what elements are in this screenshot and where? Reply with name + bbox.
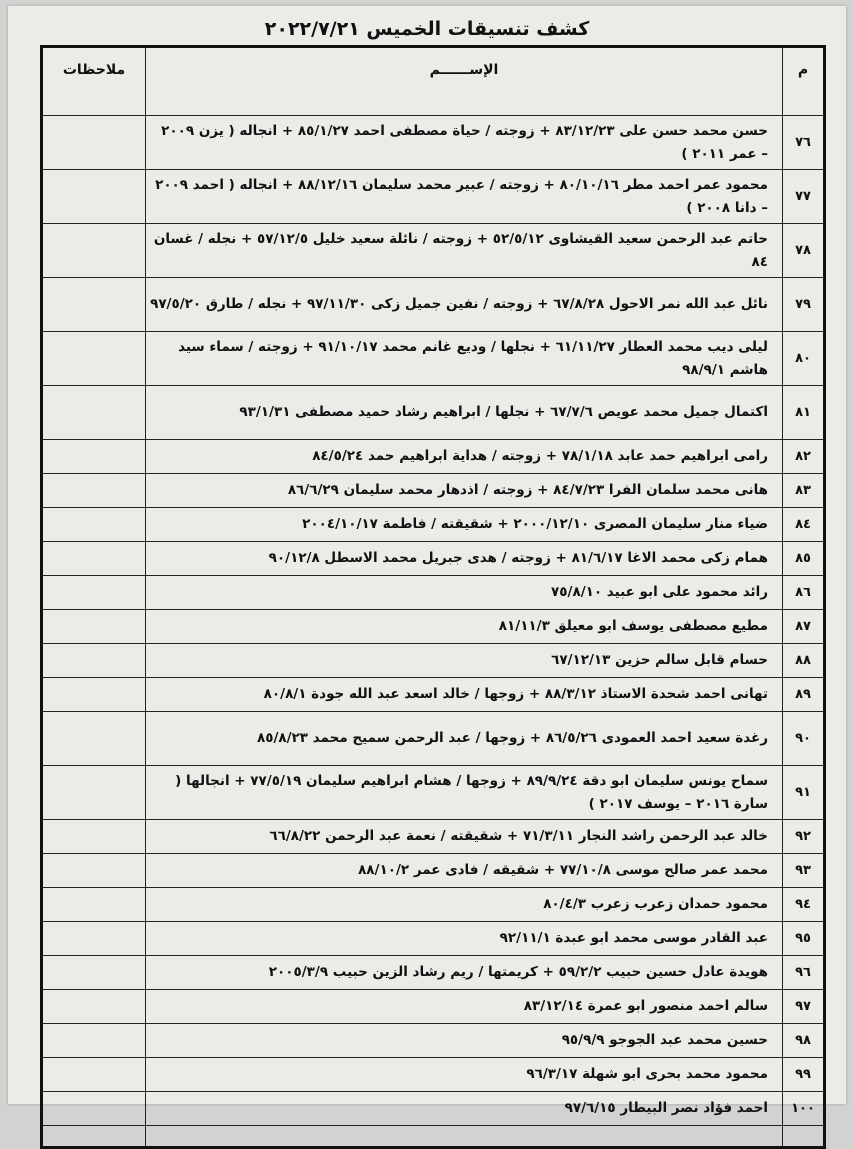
row-name: نائل عبد الله نمر الاحول ٦٧/٨/٢٨ + زوجته / نفين جميل زكى ٩٧/١١/٣٠ + نجله / طارق ٩٧/٥/٢٠ [146,278,783,332]
row-notes [42,116,146,170]
row-name: حسام قابل سالم حزين ٦٧/١٢/١٣ [146,644,783,678]
row-notes [42,956,146,990]
row-number: ٩٠ [783,712,825,766]
row-notes [42,678,146,712]
table-row [42,1092,825,1126]
table-row-empty [42,1126,825,1148]
row-name: رغدة سعيد احمد العمودى ٨٦/٥/٢٦ + زوجها / عبد الرحمن سميح محمد ٨٥/٨/٢٣ [146,712,783,766]
row-notes [42,542,146,576]
row-name: حسين محمد عبد الجوجو ٩٥/٩/٩ [146,1024,783,1058]
row-name: حسن محمد حسن على ٨٣/١٢/٢٣ + زوجته / حياة مصطفى احمد ٨٥/١/٢٧ + انجاله ( يزن ٢٠٠٩ – عمر ٢٠١١ ) [146,116,783,170]
row-name: رامى ابراهيم حمد عابد ٧٨/١/١٨ + زوجته / هداية ابراهيم حمد ٨٤/٥/٢٤ [146,440,783,474]
header-notes: ملاحظات [42,47,146,116]
row-number: ٨١ [783,386,825,440]
row-notes [42,332,146,386]
table-header-row [42,47,825,116]
row-number: ٨٥ [783,542,825,576]
row-name: مطيع مصطفى يوسف ابو معيلق ٨١/١١/٣ [146,610,783,644]
row-number: ٨٦ [783,576,825,610]
table-row [42,116,825,170]
row-number: ٩٩ [783,1058,825,1092]
row-notes [42,712,146,766]
row-number: ٩١ [783,766,825,820]
row-number: ٨٢ [783,440,825,474]
row-number: ٩٦ [783,956,825,990]
row-notes [42,854,146,888]
row-notes [42,990,146,1024]
row-number: ٧٦ [783,116,825,170]
table-row [42,990,825,1024]
row-number: ٩٣ [783,854,825,888]
table-row [42,386,825,440]
table-row [42,610,825,644]
row-name: محمود محمد بحرى ابو شهلة ٩٦/٣/١٧ [146,1058,783,1092]
row-notes [42,386,146,440]
row-number: ١٠٠ [783,1092,825,1126]
table-row [42,854,825,888]
row-number: ٩٤ [783,888,825,922]
row-notes [42,508,146,542]
header-name: الإســــــم [146,47,783,116]
table-row [42,576,825,610]
table-row [42,712,825,766]
table-row [42,278,825,332]
table-row [42,956,825,990]
empty-cell [42,1126,146,1148]
table-row [42,1024,825,1058]
table-row [42,888,825,922]
table-row [42,644,825,678]
row-notes [42,1058,146,1092]
table-row [42,820,825,854]
row-notes [42,644,146,678]
table-row [42,766,825,820]
table-row [42,332,825,386]
empty-cell [146,1126,783,1148]
row-name: سالم احمد منصور ابو عمرة ٨٣/١٢/١٤ [146,990,783,1024]
row-name: محمد عمر صالح موسى ٧٧/١٠/٨ + شقيقه / فادى عمر ٨٨/١٠/٢ [146,854,783,888]
row-notes [42,888,146,922]
table-row [42,508,825,542]
coordination-table [40,45,826,1149]
row-number: ٩٧ [783,990,825,1024]
table-row [42,474,825,508]
row-name: عبد القادر موسى محمد ابو عبدة ٩٢/١١/١ [146,922,783,956]
row-notes [42,440,146,474]
row-notes [42,1024,146,1058]
row-number: ٨٠ [783,332,825,386]
row-name: رائد محمود على ابو عبيد ٧٥/٨/١٠ [146,576,783,610]
page-title: كشف تنسيقات الخميس ٢٠٢٢/٧/٢١ [264,18,590,40]
row-name: خالد عبد الرحمن راشد النجار ٧١/٣/١١ + شقيقته / نعمة عبد الرحمن ٦٦/٨/٢٢ [146,820,783,854]
row-number: ٨٩ [783,678,825,712]
row-name: هانى محمد سلمان الفرا ٨٤/٧/٢٣ + زوجته / اذدهار محمد سليمان ٨٦/٦/٢٩ [146,474,783,508]
row-number: ٨٧ [783,610,825,644]
table-row [42,678,825,712]
table-row [42,542,825,576]
row-notes [42,170,146,224]
row-name: سماح يونس سليمان ابو دقة ٨٩/٩/٢٤ + زوجها / هشام ابراهيم سليمان ٧٧/٥/١٩ + انجالها ( سارة ٢٠١٦ – يوسف ٢٠١٧ ) [146,766,783,820]
row-notes [42,922,146,956]
table-row [42,440,825,474]
row-notes [42,278,146,332]
row-notes [42,576,146,610]
row-notes [42,610,146,644]
header-number: م [783,47,825,116]
row-name: محمود حمدان زعرب زعرب ٨٠/٤/٣ [146,888,783,922]
row-number: ٩٥ [783,922,825,956]
row-notes [42,1092,146,1126]
row-name: حاتم عبد الرحمن سعيد القيشاوى ٥٢/٥/١٢ + زوجته / نائلة سعيد خليل ٥٧/١٢/٥ + نجله / غسان ٨٤ [146,224,783,278]
row-name: اكتمال جميل محمد عويص ٦٧/٧/٦ + نجلها / ابراهيم رشاد حميد مصطفى ٩٣/١/٣١ [146,386,783,440]
row-number: ٧٨ [783,224,825,278]
row-number: ٨٤ [783,508,825,542]
table-row [42,922,825,956]
row-name: محمود عمر احمد مطر ٨٠/١٠/١٦ + زوجته / عبير محمد سليمان ٨٨/١٢/١٦ + انجاله ( احمد ٢٠٠٩ – دانا ٢٠٠٨ ) [146,170,783,224]
row-notes [42,474,146,508]
row-name: هويدة عادل حسين حبيب ٥٩/٢/٢ + كريمتها / ريم رشاد الزين حبيب ٢٠٠٥/٣/٩ [146,956,783,990]
row-notes [42,766,146,820]
row-number: ٩٨ [783,1024,825,1058]
row-number: ٧٩ [783,278,825,332]
row-number: ٧٧ [783,170,825,224]
row-name: ليلى ديب محمد العطار ٦١/١١/٢٧ + نجلها / وديع غانم محمد ٩١/١٠/١٧ + زوجته / سماء سيد هاشم ٩٨/٩/١ [146,332,783,386]
table-row [42,224,825,278]
row-name: ضياء منار سليمان المصرى ٢٠٠٠/١٢/١٠ + شقيقته / فاطمة ٢٠٠٤/١٠/١٧ [146,508,783,542]
table-row [42,1058,825,1092]
row-notes [42,224,146,278]
row-name: همام زكى محمد الاغا ٨١/٦/١٧ + زوجته / هدى جبريل محمد الاسطل ٩٠/١٢/٨ [146,542,783,576]
row-notes [42,820,146,854]
row-number: ٨٨ [783,644,825,678]
empty-cell [783,1126,825,1148]
row-number: ٩٢ [783,820,825,854]
table-row [42,170,825,224]
row-number: ٨٣ [783,474,825,508]
row-name: احمد فؤاد نصر البيطار ٩٧/٦/١٥ [146,1092,783,1126]
row-name: تهانى احمد شحدة الاستاذ ٨٨/٣/١٢ + زوجها / خالد اسعد عبد الله جودة ٨٠/٨/١ [146,678,783,712]
